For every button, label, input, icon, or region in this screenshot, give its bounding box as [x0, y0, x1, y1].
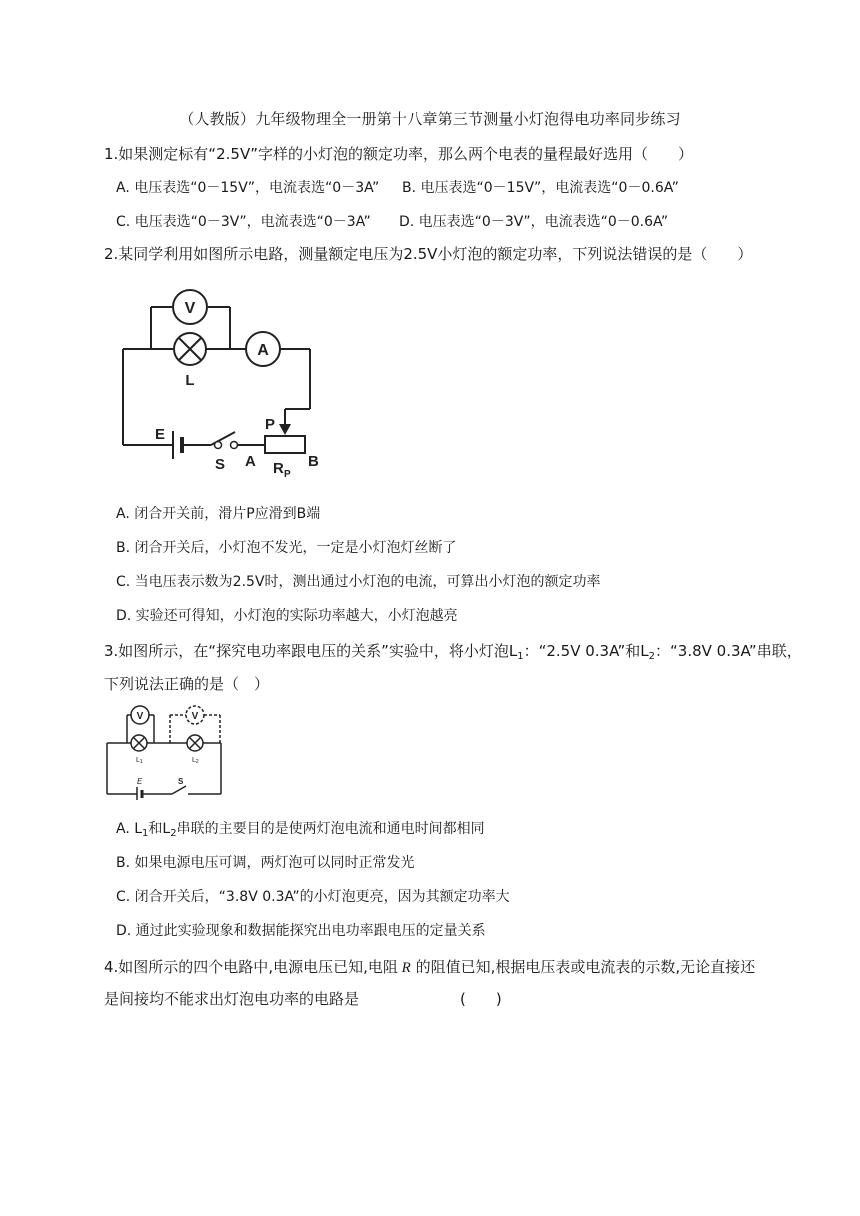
- lamp-label: L: [185, 372, 195, 389]
- question-4-stem-line-2: 是间接均不能求出灯泡电功率的电路是: [104, 990, 360, 1008]
- end-a-label: A: [245, 453, 256, 470]
- question-1-option-c: C. 电压表选“0－3V”，电流表选“0－3A”: [116, 214, 371, 230]
- voltmeter-label: V: [184, 300, 196, 317]
- ammeter-label: A: [257, 342, 269, 359]
- rheostat-subscript: P: [284, 469, 291, 480]
- question-1-option-a: A. 电压表选“0－15V”，电流表选“0－3A”: [116, 180, 380, 196]
- battery-label: E: [155, 426, 166, 443]
- question-1-option-b: B. 电压表选“0－15V”，电流表选“0－0.6A”: [402, 180, 679, 196]
- question-3-stem-line-1: 3.如图所示，在“探究电功率跟电压的关系”实验中，将小灯泡$L_1$：“2.5V 0.3A”和$L_2$：“3.8V 0.3A”串联，: [104, 642, 802, 662]
- question-2-option-b: B. 闭合开关后，小灯泡不发光，一定是小灯泡灯丝断了: [116, 540, 457, 556]
- battery-label: E: [137, 777, 143, 786]
- question-3-option-d: D. 通过此实验现象和数据能探究出电功率跟电压的定量关系: [116, 923, 486, 939]
- voltmeter-2-label: V: [191, 711, 199, 722]
- page-title: （人教版）九年级物理全一册第十八章第三节测量小灯泡得电功率同步练习: [179, 110, 681, 128]
- question-3-option-c: C. 闭合开关后，“3.8V 0.3A”的小灯泡更亮，因为其额定功率大: [116, 889, 510, 905]
- lamp-2-label: L2: [192, 757, 199, 765]
- question-3-circuit-diagram: [100, 700, 230, 800]
- switch-label: S: [178, 777, 184, 786]
- switch-label: S: [215, 456, 226, 473]
- question-1-option-d: D. 电压表选“0－3V”，电流表选“0－0.6A”: [399, 214, 669, 230]
- end-b-label: B: [308, 453, 319, 470]
- slider-label: P: [265, 416, 276, 433]
- rheostat-label: R: [273, 460, 284, 477]
- lamp-1-label: L1: [136, 757, 143, 765]
- question-3-stem-line-2: 下列说法正确的是（ ）: [104, 675, 270, 693]
- question-2-option-d: D. 实验还可得知，小灯泡的实际功率越大，小灯泡越亮: [116, 608, 458, 624]
- question-4-stem-line-1: 4.如图所示的四个电路中,电源电压已知,电阻 R 的阻值已知,根据电压表或电流表的示数,无论直接还: [104, 958, 756, 976]
- question-3-option-a: A. $L_1$和$L_2$串联的主要目的是使两灯泡电流和通电时间都相同: [116, 821, 485, 839]
- question-2-circuit-diagram: [115, 285, 340, 485]
- voltmeter-1-label: V: [136, 711, 144, 722]
- question-2-option-c: C. 当电压表示数为2.5V时，测出通过小灯泡的电流，可算出小灯泡的额定功率: [116, 574, 601, 590]
- question-1-stem: 1.如果测定标有“2.5V”字样的小灯泡的额定功率，那么两个电表的量程最好选用（ ）: [104, 145, 693, 163]
- question-4-answer-paren: ( ): [460, 990, 502, 1008]
- question-3-option-b: B. 如果电源电压可调，两灯泡可以同时正常发光: [116, 855, 415, 871]
- question-2-option-a: A. 闭合开关前，滑片P应滑到B端: [116, 506, 321, 522]
- question-2-stem: 2.某同学利用如图所示电路，测量额定电压为2.5V小灯泡的额定功率，下列说法错误的是（ ）: [104, 245, 753, 263]
